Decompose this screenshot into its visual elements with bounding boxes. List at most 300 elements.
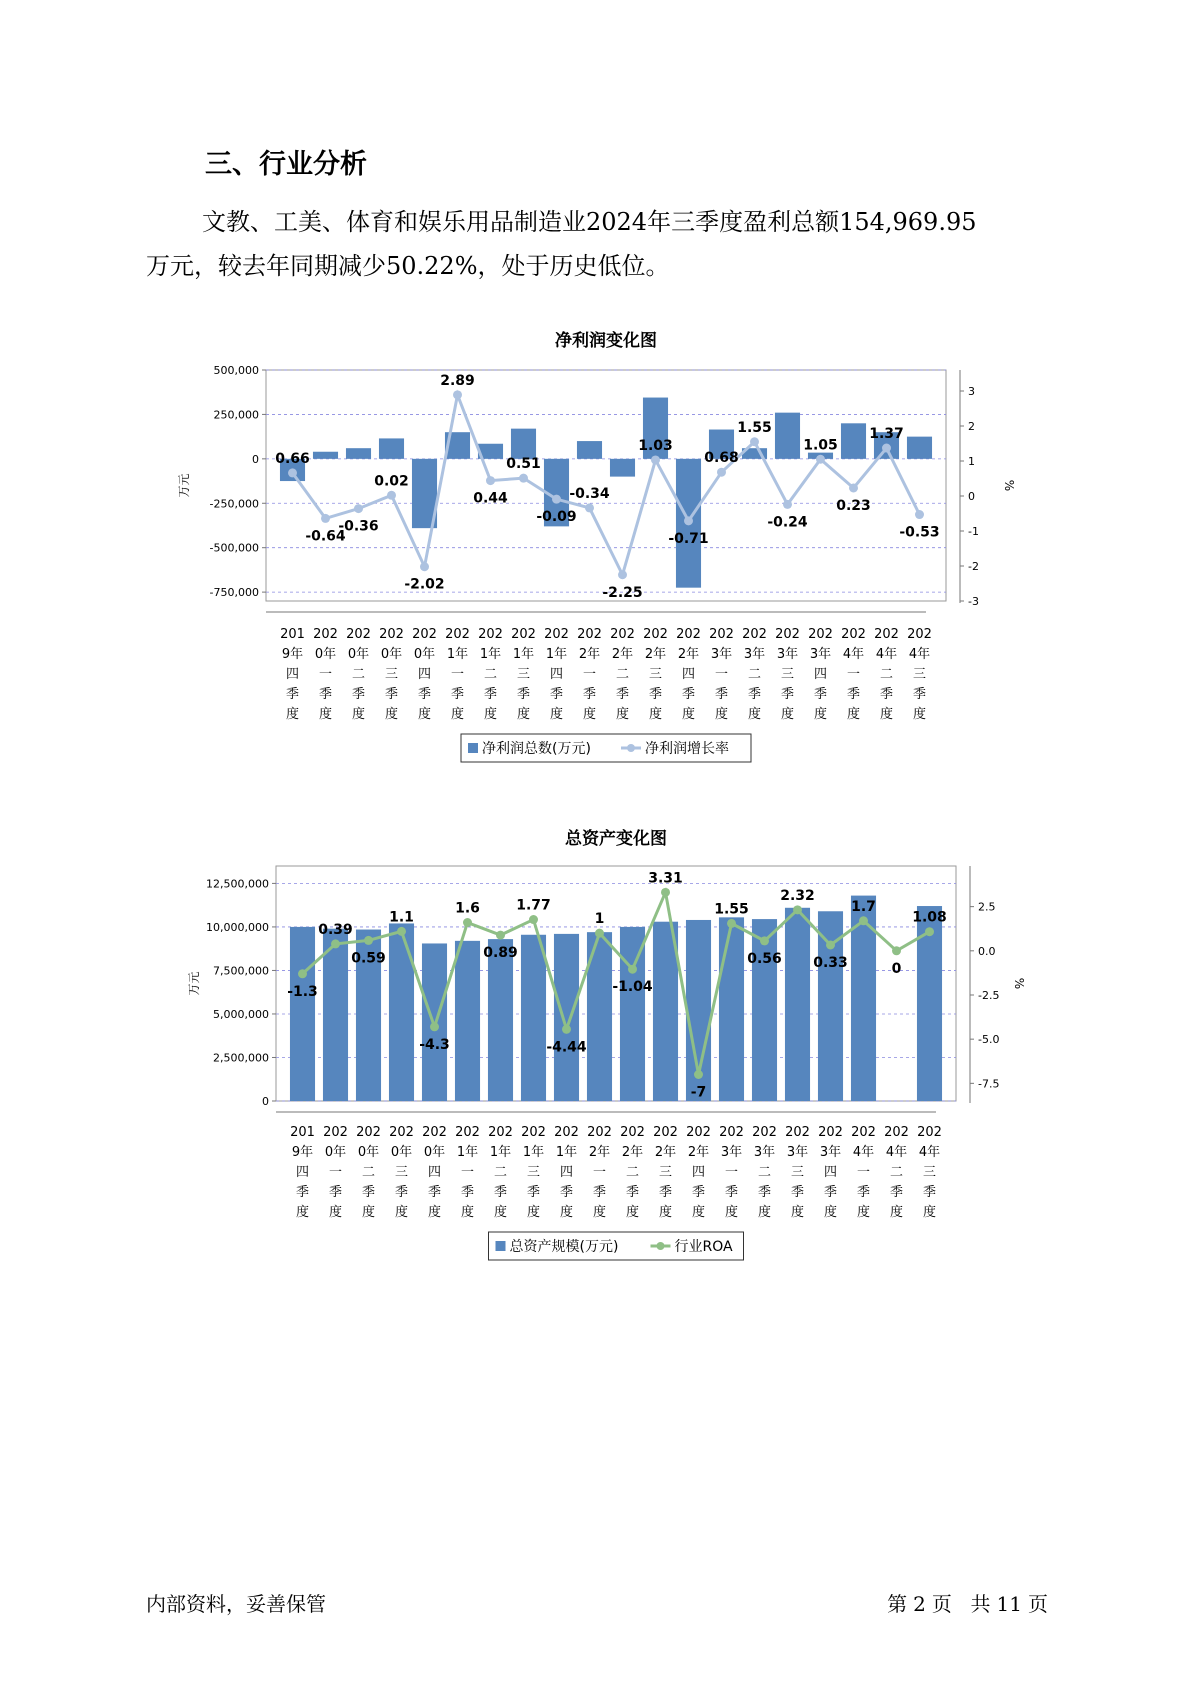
x-tick-label: 202 [488, 1125, 513, 1140]
page-num: 2 [913, 1592, 926, 1616]
line-point [288, 468, 297, 477]
x-tick-label: 度 [813, 707, 828, 722]
x-tick-label: 度 [879, 707, 894, 722]
data-label: 1.55 [714, 901, 749, 918]
x-tick-label: 202 [412, 627, 437, 642]
x-tick-label: 3年 [753, 1145, 776, 1160]
x-tick-label: 度 [691, 1205, 706, 1220]
x-tick-label: 四 [295, 1165, 310, 1180]
x-tick-label: 0年 [324, 1145, 347, 1160]
bar [907, 437, 932, 459]
x-tick-label: 2年 [654, 1145, 677, 1160]
x-tick-label: 度 [427, 1205, 442, 1220]
x-tick-label: 202 [323, 1125, 348, 1140]
x-tick-label: 季 [846, 687, 861, 702]
bar [313, 452, 338, 459]
total-num: 11 [996, 1592, 1022, 1616]
x-tick-label: 202 [874, 627, 899, 642]
y-axis-label: 万元 [177, 473, 191, 498]
line-point [430, 1022, 439, 1031]
data-label: 0.56 [747, 950, 782, 967]
x-tick-label: 202 [884, 1125, 909, 1140]
footer-confidential: 内部资料，妥善保管 [146, 1592, 326, 1616]
line-point [694, 1070, 703, 1079]
line-point [915, 510, 924, 519]
y-tick-label: -500,000 [209, 541, 259, 555]
x-tick-label: 9年 [291, 1145, 314, 1160]
x-tick-label: 四 [681, 667, 696, 682]
x-tick-label: 一 [450, 667, 465, 682]
x-tick-label: 度 [384, 707, 399, 722]
data-label: 0.68 [704, 450, 739, 467]
line-point [783, 500, 792, 509]
x-tick-label: 季 [361, 1185, 376, 1200]
y-tick-label: -750,000 [209, 586, 259, 600]
x-tick-label: 季 [549, 687, 564, 702]
x-tick-label: 三 [384, 667, 399, 682]
line-point [882, 444, 891, 453]
bar [521, 935, 546, 1101]
data-label: 1.03 [638, 437, 673, 454]
x-tick-label: 202 [907, 627, 932, 642]
legend-bar-swatch [496, 1241, 506, 1251]
x-tick-label: 度 [450, 707, 465, 722]
data-label: 1.1 [389, 909, 414, 926]
y-tick-label: 12,500,000 [206, 877, 269, 891]
y-tick-label: 7,500,000 [213, 964, 269, 978]
x-tick-label: 季 [889, 1185, 904, 1200]
x-tick-label: 202 [445, 627, 470, 642]
y2-tick-label: 3 [968, 385, 975, 398]
x-tick-label: 202 [917, 1125, 942, 1140]
x-tick-label: 二 [879, 667, 894, 682]
x-tick-label: 季 [516, 687, 531, 702]
y2-axis-label: % [1012, 977, 1026, 990]
x-tick-label: 四 [427, 1165, 442, 1180]
bar [290, 927, 315, 1101]
data-label: 0.23 [836, 497, 871, 514]
x-tick-label: 201 [280, 627, 305, 642]
x-tick-label: 4年 [842, 647, 865, 662]
data-label: 0.66 [275, 450, 310, 467]
legend [461, 734, 751, 762]
y2-tick-label: -5.0 [978, 1033, 1000, 1047]
x-tick-label: 一 [846, 667, 861, 682]
x-tick-label: 4年 [908, 647, 931, 662]
x-tick-label: 202 [841, 627, 866, 642]
data-label: 1.37 [869, 426, 904, 443]
y2-tick-label: -2 [968, 560, 979, 573]
x-tick-label: 202 [818, 1125, 843, 1140]
x-tick-label: 1年 [522, 1145, 545, 1160]
x-tick-label: 202 [521, 1125, 546, 1140]
x-tick-label: 一 [592, 1165, 607, 1180]
x-tick-label: 度 [417, 707, 432, 722]
legend [489, 1232, 744, 1260]
x-tick-label: 4年 [918, 1145, 941, 1160]
x-tick-label: 202 [742, 627, 767, 642]
x-tick-label: 季 [724, 1185, 739, 1200]
x-tick-label: 度 [285, 707, 300, 722]
y2-tick-label: 2 [968, 420, 975, 433]
summary-paragraph [146, 200, 1076, 288]
bar [775, 413, 800, 459]
bar [577, 441, 602, 459]
x-tick-label: 度 [724, 1205, 739, 1220]
x-tick-label: 度 [889, 1205, 904, 1220]
x-tick-label: 四 [823, 1165, 838, 1180]
x-tick-label: 202 [620, 1125, 645, 1140]
x-tick-label: 三 [658, 1165, 673, 1180]
x-tick-label: 三 [648, 667, 663, 682]
bar [455, 941, 480, 1101]
total-prefix: 共 [970, 1592, 991, 1616]
x-tick-label: 202 [577, 627, 602, 642]
x-tick-label: 度 [526, 1205, 541, 1220]
legend-line-marker [627, 744, 635, 752]
x-tick-label: 度 [592, 1205, 607, 1220]
x-tick-label: 度 [648, 707, 663, 722]
x-tick-label: 202 [719, 1125, 744, 1140]
data-label: -1.3 [287, 983, 318, 1000]
y2-tick-label: 2.5 [978, 900, 996, 914]
x-tick-label: 202 [478, 627, 503, 642]
bar [379, 438, 404, 458]
x-tick-label: 202 [610, 627, 635, 642]
footer-page-number [884, 1588, 1051, 1617]
x-tick-label: 季 [747, 687, 762, 702]
x-tick-label: 1年 [512, 647, 535, 662]
x-tick-label: 季 [295, 1185, 310, 1200]
chart-title: 总资产变化图 [565, 829, 667, 849]
x-tick-label: 1年 [456, 1145, 479, 1160]
x-tick-label: 四 [549, 667, 564, 682]
x-tick-label: 2年 [687, 1145, 710, 1160]
y-tick-label: 0 [252, 452, 259, 466]
data-label: -0.09 [536, 509, 577, 526]
bar [511, 429, 536, 459]
x-tick-label: 四 [559, 1165, 574, 1180]
bar [488, 939, 513, 1101]
data-label: 0.33 [813, 954, 848, 971]
x-tick-label: 季 [285, 687, 300, 702]
line-point [453, 390, 462, 399]
x-tick-label: 季 [417, 687, 432, 702]
line-point [826, 940, 835, 949]
x-tick-label: 202 [676, 627, 701, 642]
x-tick-label: 202 [709, 627, 734, 642]
x-tick-label: 1年 [479, 647, 502, 662]
x-tick-label: 度 [658, 1205, 673, 1220]
x-tick-label: 季 [460, 1185, 475, 1200]
x-tick-label: 1年 [555, 1145, 578, 1160]
y-tick-label: 0 [262, 1095, 269, 1108]
y2-tick-label: 0 [968, 490, 975, 503]
line-point [420, 562, 429, 571]
x-tick-label: 2年 [611, 647, 634, 662]
x-tick-label: 四 [285, 667, 300, 682]
x-tick-label: 202 [587, 1125, 612, 1140]
x-tick-label: 202 [346, 627, 371, 642]
line-point [750, 437, 759, 446]
data-label: 2.89 [440, 372, 475, 389]
y-tick-label: 5,000,000 [213, 1007, 269, 1021]
y2-tick-label: -7.5 [978, 1077, 1000, 1091]
data-label: -4.3 [419, 1036, 450, 1053]
x-tick-label: 一 [724, 1165, 739, 1180]
x-tick-label: 季 [427, 1185, 442, 1200]
x-tick-label: 度 [460, 1205, 475, 1220]
line-point [387, 491, 396, 500]
x-tick-label: 季 [559, 1185, 574, 1200]
x-tick-label: 4年 [852, 1145, 875, 1160]
x-tick-label: 季 [625, 1185, 640, 1200]
net-profit-chart-svg [0, 320, 1191, 780]
line-point [618, 570, 627, 579]
data-label: -0.34 [569, 485, 610, 502]
bar [841, 423, 866, 459]
data-label: 1.77 [516, 897, 551, 914]
x-tick-label: 1年 [489, 1145, 512, 1160]
x-tick-label: 0年 [357, 1145, 380, 1160]
net-profit-chart [0, 320, 1191, 780]
x-tick-label: 202 [785, 1125, 810, 1140]
x-tick-label: 0年 [314, 647, 337, 662]
x-tick-label: 202 [389, 1125, 414, 1140]
data-label: -0.64 [305, 528, 346, 545]
data-label: -4.44 [546, 1039, 587, 1056]
x-tick-label: 季 [912, 687, 927, 702]
x-tick-label: 0年 [347, 647, 370, 662]
data-label: -7 [690, 1084, 707, 1101]
x-tick-label: 度 [493, 1205, 508, 1220]
x-tick-label: 201 [290, 1125, 315, 1140]
x-tick-label: 一 [714, 667, 729, 682]
x-tick-label: 2年 [578, 647, 601, 662]
summary-line-1 [146, 200, 1076, 244]
line-point [331, 939, 340, 948]
x-tick-label: 三 [790, 1165, 805, 1180]
x-tick-label: 度 [856, 1205, 871, 1220]
legend-line-label: 净利润增长率 [645, 741, 729, 757]
y-tick-label: 2,500,000 [213, 1051, 269, 1065]
chart-title: 净利润变化图 [555, 331, 657, 351]
x-tick-label: 9年 [281, 647, 304, 662]
data-label: 0.51 [506, 456, 541, 473]
legend-bar-label: 净利润总数(万元) [482, 741, 591, 757]
x-tick-label: 度 [912, 707, 927, 722]
x-tick-label: 度 [394, 1205, 409, 1220]
total-unit: 页 [1028, 1592, 1048, 1616]
line-point [727, 919, 736, 928]
x-tick-label: 一 [856, 1165, 871, 1180]
data-label: 1.08 [912, 909, 947, 926]
line-point [925, 927, 934, 936]
x-tick-label: 三 [912, 667, 927, 682]
x-tick-label: 度 [747, 707, 762, 722]
data-label: 2.32 [780, 887, 815, 904]
x-tick-label: 3年 [809, 647, 832, 662]
x-tick-label: 202 [851, 1125, 876, 1140]
x-tick-label: 季 [493, 1185, 508, 1200]
section-title: 三、行业分析 [205, 149, 367, 180]
x-tick-label: 度 [780, 707, 795, 722]
line-point [364, 936, 373, 945]
x-tick-label: 季 [714, 687, 729, 702]
bar [389, 923, 414, 1101]
x-tick-label: 度 [328, 1205, 343, 1220]
bar [785, 908, 810, 1101]
x-tick-label: 季 [318, 687, 333, 702]
x-tick-label: 度 [295, 1205, 310, 1220]
x-tick-label: 季 [691, 1185, 706, 1200]
x-tick-label: 一 [582, 667, 597, 682]
x-tick-label: 202 [643, 627, 668, 642]
x-tick-label: 度 [351, 707, 366, 722]
line-point [717, 468, 726, 477]
line-point [397, 927, 406, 936]
x-tick-label: 202 [356, 1125, 381, 1140]
x-tick-label: 三 [394, 1165, 409, 1180]
x-tick-label: 二 [361, 1165, 376, 1180]
data-label: -1.04 [612, 979, 653, 996]
line-point [321, 514, 330, 523]
x-tick-label: 季 [394, 1185, 409, 1200]
data-label: -0.71 [668, 530, 709, 547]
x-tick-label: 2年 [588, 1145, 611, 1160]
x-tick-label: 3年 [776, 647, 799, 662]
x-tick-label: 度 [757, 1205, 772, 1220]
bar [620, 927, 645, 1101]
x-tick-label: 3年 [743, 647, 766, 662]
x-tick-label: 202 [653, 1125, 678, 1140]
line-point [562, 1025, 571, 1034]
y-tick-label: -250,000 [209, 497, 259, 511]
summary-line-2: 万元，较去年同期减少50.22%，处于历史低位。 [146, 252, 670, 280]
x-tick-label: 1年 [545, 647, 568, 662]
x-tick-label: 202 [686, 1125, 711, 1140]
y2-tick-label: 1 [968, 455, 975, 468]
x-tick-label: 季 [790, 1185, 805, 1200]
y2-tick-label: -3 [968, 595, 979, 608]
x-tick-label: 0年 [390, 1145, 413, 1160]
x-tick-label: 三 [516, 667, 531, 682]
data-label: 0 [891, 960, 902, 977]
x-tick-label: 季 [592, 1185, 607, 1200]
total-assets-chart [0, 818, 1191, 1278]
data-label: 1.6 [455, 900, 480, 917]
x-tick-label: 2年 [677, 647, 700, 662]
y2-tick-label: 0.0 [978, 944, 996, 958]
line-point [552, 495, 561, 504]
total-assets-chart-svg [0, 818, 1191, 1278]
x-tick-label: 度 [361, 1205, 376, 1220]
line-point [684, 516, 693, 525]
x-tick-label: 度 [922, 1205, 937, 1220]
data-label: 1 [594, 911, 605, 928]
x-tick-label: 二 [493, 1165, 508, 1180]
data-label: -0.24 [767, 514, 808, 531]
x-tick-label: 202 [379, 627, 404, 642]
data-label: 1.05 [803, 437, 838, 454]
x-tick-label: 3年 [819, 1145, 842, 1160]
data-label: 3.31 [648, 870, 683, 887]
page-unit: 页 [931, 1592, 952, 1616]
x-tick-label: 季 [823, 1185, 838, 1200]
line-point [519, 474, 528, 483]
data-label: 0.44 [473, 490, 508, 507]
y2-tick-label: -2.5 [978, 988, 1000, 1002]
x-tick-label: 季 [879, 687, 894, 702]
x-tick-label: 季 [384, 687, 399, 702]
x-tick-label: 季 [648, 687, 663, 702]
bar [719, 917, 744, 1101]
x-tick-label: 季 [780, 687, 795, 702]
x-tick-label: 二 [747, 667, 762, 682]
x-tick-label: 202 [554, 1125, 579, 1140]
line-point [859, 916, 868, 925]
x-tick-label: 度 [582, 707, 597, 722]
line-point [529, 915, 538, 924]
line-point [661, 888, 670, 897]
line-point [486, 476, 495, 485]
x-tick-label: 4年 [875, 647, 898, 662]
x-tick-label: 3年 [786, 1145, 809, 1160]
x-tick-label: 202 [775, 627, 800, 642]
x-tick-label: 度 [615, 707, 630, 722]
data-label: -2.25 [602, 584, 643, 601]
line-point [816, 455, 825, 464]
x-tick-label: 度 [483, 707, 498, 722]
x-tick-label: 度 [516, 707, 531, 722]
x-tick-label: 季 [922, 1185, 937, 1200]
x-tick-label: 度 [681, 707, 696, 722]
x-tick-label: 202 [422, 1125, 447, 1140]
x-tick-label: 一 [328, 1165, 343, 1180]
x-tick-label: 四 [691, 1165, 706, 1180]
x-tick-label: 202 [808, 627, 833, 642]
y-tick-label: 500,000 [213, 364, 259, 377]
x-tick-label: 四 [813, 667, 828, 682]
x-tick-label: 季 [681, 687, 696, 702]
y2-axis-label: % [1002, 479, 1016, 492]
x-tick-label: 三 [780, 667, 795, 682]
x-tick-label: 二 [889, 1165, 904, 1180]
x-tick-label: 三 [922, 1165, 937, 1180]
x-tick-label: 季 [582, 687, 597, 702]
x-tick-label: 三 [526, 1165, 541, 1180]
x-tick-label: 二 [625, 1165, 640, 1180]
x-tick-label: 季 [615, 687, 630, 702]
x-tick-label: 0年 [413, 647, 436, 662]
line-point [760, 936, 769, 945]
x-tick-label: 202 [313, 627, 338, 642]
line-point [463, 918, 472, 927]
x-tick-label: 季 [328, 1185, 343, 1200]
x-tick-label: 一 [460, 1165, 475, 1180]
data-label: -0.53 [899, 524, 940, 541]
x-tick-label: 一 [318, 667, 333, 682]
y-tick-label: 250,000 [213, 408, 259, 422]
data-label: 0.89 [483, 945, 518, 962]
x-tick-label: 度 [625, 1205, 640, 1220]
bar [323, 929, 348, 1101]
x-tick-label: 季 [483, 687, 498, 702]
x-tick-label: 度 [714, 707, 729, 722]
data-label: -2.02 [404, 576, 445, 593]
data-label: -0.36 [338, 518, 379, 535]
summary-line-1-text: 文教、工美、体育和娱乐用品制造业2024年三季度盈利总额154,969.95 [202, 208, 977, 236]
